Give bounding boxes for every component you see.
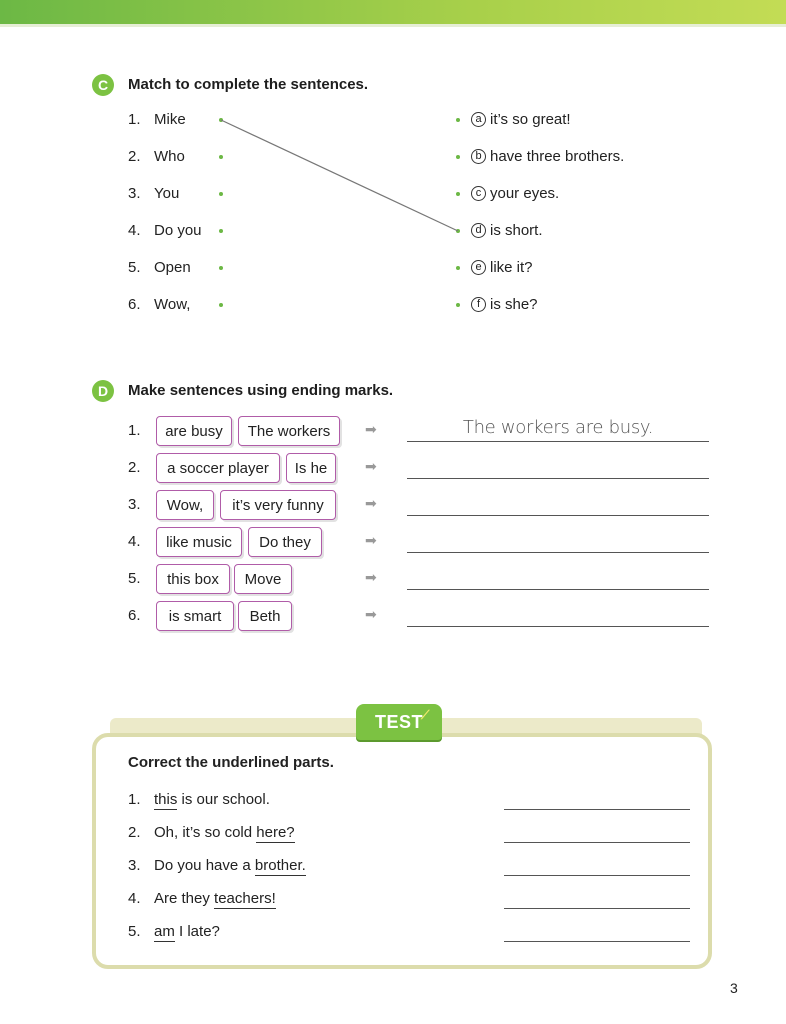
answer-line[interactable]: [504, 875, 690, 876]
page-number: 3: [730, 980, 738, 996]
match-left-item: 6. Wow,: [128, 296, 191, 313]
match-left-item: 3. You: [128, 185, 180, 202]
match-right-item: a it’s so great!: [471, 111, 571, 128]
arrow-icon: ➡: [365, 458, 377, 474]
row-number: 3.: [128, 496, 141, 513]
arrow-icon: ➡: [365, 495, 377, 511]
section-d-badge: D: [92, 380, 114, 402]
underlined-part: brother.: [254, 857, 306, 874]
match-right-item: b have three brothers.: [471, 148, 624, 165]
row-number: 6.: [128, 607, 141, 624]
arrow-icon: ➡: [365, 421, 377, 437]
match-right-item: c your eyes.: [471, 185, 559, 202]
underlined-part: am: [154, 923, 175, 940]
word-chip[interactable]: Is he: [286, 453, 336, 483]
arrow-icon: ➡: [365, 606, 377, 622]
word-chip[interactable]: are busy: [156, 416, 232, 446]
sparkle-icon: ⟋: [421, 708, 430, 722]
match-left-item: 5. Open: [128, 259, 191, 276]
answer-line[interactable]: [407, 589, 709, 590]
match-left-item: 2. Who: [128, 148, 185, 165]
match-right-item: f is she?: [471, 296, 538, 313]
section-c-title: Match to complete the sentences.: [128, 76, 369, 93]
answer-line[interactable]: [407, 441, 709, 442]
word-chip[interactable]: is smart: [156, 601, 234, 631]
answer-line[interactable]: [504, 842, 690, 843]
word-chip[interactable]: it’s very funny: [220, 490, 336, 520]
underlined-part: here?: [256, 824, 295, 841]
answer-line[interactable]: [504, 941, 690, 942]
test-title: Correct the underlined parts.: [128, 754, 334, 771]
test-item: 4. Are they teachers!: [128, 890, 276, 907]
word-chip[interactable]: like music: [156, 527, 242, 557]
word-chip[interactable]: Wow,: [156, 490, 214, 520]
underlined-part: teachers!: [214, 890, 276, 907]
arrow-icon: ➡: [365, 532, 377, 548]
word-chip[interactable]: this box: [156, 564, 230, 594]
match-connector-line: [221, 120, 458, 231]
word-chip[interactable]: Beth: [238, 601, 292, 631]
row-number: 2.: [128, 459, 141, 476]
row-number: 5.: [128, 570, 141, 587]
match-line-layer: [0, 0, 786, 400]
match-left-item: 1. Mike: [128, 111, 186, 128]
word-chip[interactable]: a soccer player: [156, 453, 280, 483]
match-right-item: d is short.: [471, 222, 543, 239]
row-number: 1.: [128, 422, 141, 439]
section-d-title: Make sentences using ending marks.: [128, 382, 394, 399]
word-chip[interactable]: Move: [234, 564, 292, 594]
word-chip[interactable]: The workers: [238, 416, 340, 446]
word-chip[interactable]: Do they: [248, 527, 322, 557]
test-item: 2. Oh, it’s so cold here?: [128, 824, 295, 841]
test-item: 5. am I late?: [128, 923, 220, 940]
arrow-icon: ➡: [365, 569, 377, 585]
test-item: 3. Do you have a brother.: [128, 857, 306, 874]
answer-line[interactable]: [407, 552, 709, 553]
answer-line[interactable]: [504, 908, 690, 909]
row-number: 4.: [128, 533, 141, 550]
answer-text: The workers are busy.: [462, 417, 654, 438]
answer-line[interactable]: [407, 515, 709, 516]
match-right-item: e like it?: [471, 259, 533, 276]
answer-line[interactable]: [407, 626, 709, 627]
answer-line[interactable]: [504, 809, 690, 810]
section-c-badge: C: [92, 74, 114, 96]
test-item: 1. this is our school.: [128, 791, 270, 808]
test-tab: TEST: [356, 704, 442, 740]
answer-line[interactable]: [407, 478, 709, 479]
underlined-part: this: [154, 791, 178, 808]
match-left-item: 4. Do you: [128, 222, 202, 239]
